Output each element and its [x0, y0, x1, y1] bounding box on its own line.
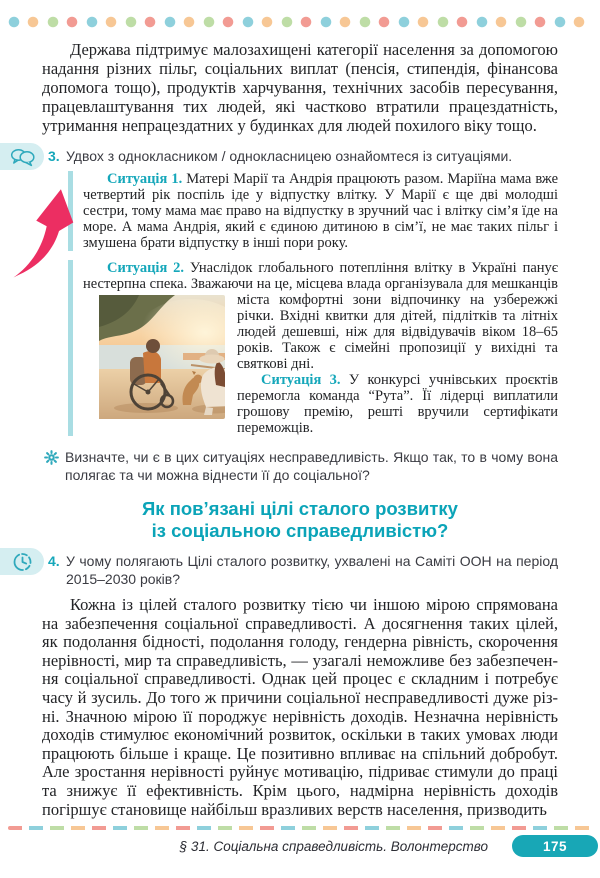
situation-2-text-before: Унаслідок глобального потепління влітку в Україні панує нестерпна спека. Зважаючи на це, місцева влада організувала для мешканців міста комфортні зони відпочинку на узбережжі — [83, 260, 559, 308]
situation-2-label: Ситуація 2. — [107, 260, 185, 276]
situation-3-label: Ситуація 3. — [261, 372, 341, 388]
situation-1-paragraph — [83, 171, 558, 251]
situation-3-text: У конкурсі учнівських проєктів перемогла команда “Рута”. Її лідерці виплатили грошову премію, решті вручили сертифікати переможців. — [237, 372, 559, 436]
section-heading-line1: Як пов’язані цілі сталого розвитку — [142, 498, 458, 519]
photo-family-riverside — [75, 295, 225, 419]
speech-bubbles-icon-tab — [0, 143, 44, 170]
clock-icon-tab — [0, 548, 44, 575]
curved-arrow-up-icon — [4, 183, 78, 279]
task-3-text: Удвох з однокласником / однокласницею ознайомтеся із ситуаціями. — [66, 148, 513, 164]
situation-2-3-block — [68, 260, 558, 436]
sun-icon — [44, 450, 59, 469]
page-number-badge: 175 — [512, 835, 598, 857]
task-3-row — [48, 147, 558, 165]
section-heading — [42, 498, 558, 542]
clock-icon — [10, 550, 34, 574]
decorative-dots-border — [8, 16, 592, 28]
task-3-content — [48, 147, 558, 165]
situation-1-block — [68, 171, 558, 251]
task-4-number: 4. — [48, 553, 60, 569]
task-4-text: У чому полягають Цілі сталого розвитку, ухвалені на Саміті ООН на період 2015–2030 років? — [66, 553, 558, 587]
situations-section — [0, 171, 600, 436]
reflect-question-text: Визначте, чи є в цих ситуаціях несправедливість. Якщо так, то в чому вона полягає та чи можна віднести її до соціальної? — [65, 449, 558, 483]
page-footer — [0, 834, 600, 858]
task-4-row — [48, 552, 558, 588]
section-heading-line2: із соціальною справедливістю? — [151, 520, 449, 541]
situation-1-label: Ситуація 1. — [107, 171, 183, 187]
task-3-number: 3. — [48, 148, 60, 164]
reflect-question-row — [65, 448, 558, 484]
intro-paragraph: Держава підтримує малозахищені категорії населення за допомогою надання різних пільг, соціальних виплат (пенсія, стипендія, фінансова допомога тощо), продуктів харчування, технічних засобів пересування, працевлаштування тих людей, які частково втратили працездатність, утримання непрацездатних у будинках для людей похилого віку тощо. — [42, 40, 558, 135]
situation-2-paragraph — [83, 260, 558, 372]
decorative-dashes-border — [8, 826, 592, 830]
situation-1-text: Матері Марії та Андрія працюють разом. Маріїна мама вже четвертий рік поспіль іде у відпустку влітку. У Марії є ще дві молодші сестри, тому мама має право на відпустку в зручний час і влітку сім’я їде на море. А мама Андрія, який є єдиною дитиною в сім’ї, не має таких пільг і змушена брати відпустку в інші пори року. — [83, 171, 559, 251]
footer-section-title: § 31. Соціальна справедливість. Волонтерство — [179, 838, 488, 854]
situation-2-text-after: річки. Вхідні квитки для дітей, підлітків та літніх людей дешевші, ніж для відвідувачів віком 18–65 років. Також є сімейні пропозиції у вихідні та святкові дні. — [237, 308, 558, 372]
speech-bubbles-icon — [9, 147, 36, 167]
body-paragraph: Кожна із цілей сталого розвитку тією чи іншою мірою спрямована на забезпечення соціальної справедливості. А досягнення таких цілей, як подолання бідності, подолання голоду, гендерна рівність, скорочення нерівності, мир та справедливість, — узагалі неможливе без забезпечення соціальної справедливості. Однак цей процес є складним і потребує часу й зусиль. До того ж причини соціальної несправедливості дуже різні. Значною мірою її породжує нерівність доходів. Незначна нерівність доходів стимулює економічний розвиток, оскільки в таких умовах люди працюють більше і краще. Це позитивно впливає на спільний добробут. Але зростання нерівності руйнує мотивацію, підриває стимули до праці та знижує її ефективність. Крім цього, надмірна нерівність доходів погіршує становище найбільш вразливих верств населення, призводить — [42, 595, 558, 819]
task-4-content — [48, 552, 558, 588]
